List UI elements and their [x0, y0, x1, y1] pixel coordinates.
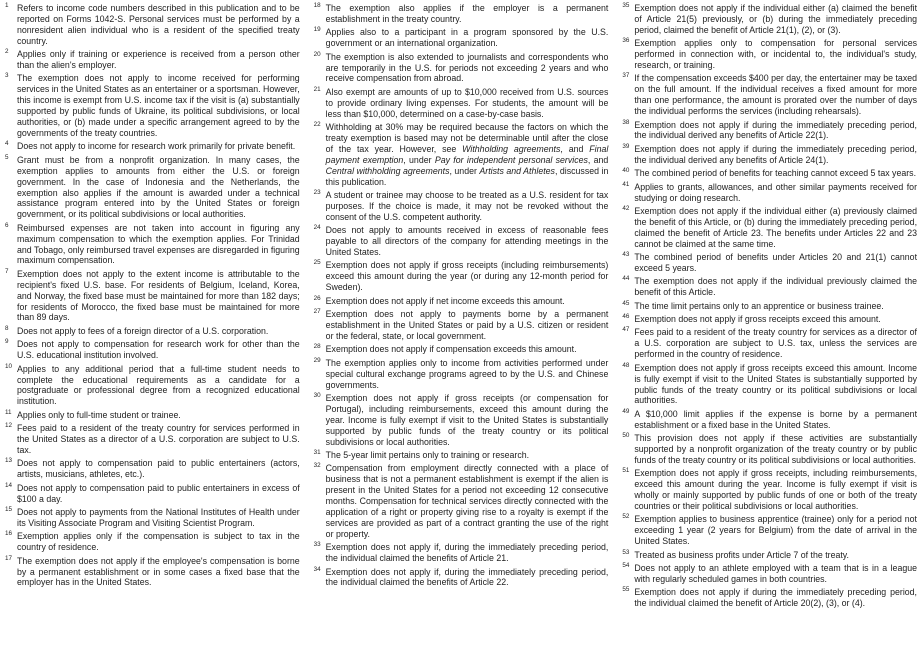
footnote-number: 45: [622, 299, 630, 307]
footnote-text: Applies also to a participant in a program sponsored by the U.S. government or an international organization.: [325, 27, 609, 49]
footnote-2: [5, 49, 300, 71]
footnote-43: [622, 252, 917, 274]
footnote-text: Withholding at 30% may be required because the factors on which the treaty exemption is based may not be determinable until after the close of the tax year. However, see Withholding agreements, and Final payment exemption, under Pay for independent personal services, and Central withholding agreements, under Artists and Athletes, discussed in this publication.: [325, 122, 609, 187]
footnote-35: [622, 3, 917, 36]
footnote-text: Exemption does not apply if gross receipts (or compensation for Portugal), including reimbursements, exceed this amount during the year. Income is fully exempt if visit to the United States is substantially supported by public funds of the treaty country or its political subdivisions or local authorities.: [325, 392, 609, 447]
footnote-number: 28: [313, 343, 321, 351]
footnote-32: [314, 463, 609, 539]
footnote-text: Exemption does not apply if, during the immediately preceding period, the individual claimed the benefits of Article 22.: [325, 566, 609, 588]
footnote-number: 13: [5, 457, 13, 465]
footnote-54: [622, 563, 917, 585]
footnote-text: Does not apply to income for research work primarily for private benefit.: [17, 141, 296, 152]
footnote-number: 43: [622, 251, 630, 259]
footnote-text: Does not apply to compensation for research work for other than the U.S. educational institution involved.: [17, 339, 300, 361]
footnote-number: 12: [5, 422, 13, 430]
footnote-number: 44: [622, 275, 630, 283]
footnote-41: [622, 182, 917, 204]
footnote-number: 26: [313, 294, 321, 302]
footnote-number: 23: [313, 189, 321, 196]
footnote-53: [622, 550, 917, 561]
footnote-50: [622, 433, 917, 466]
footnote-45: [622, 301, 917, 312]
footnote-text: Exemption does not apply if gross receipts exceed this amount. Income is fully exempt if visit to the United States is substantially supported by public funds of the treaty country or its political subdivisions or local authorities.: [634, 362, 918, 406]
footnote-number: 15: [5, 505, 13, 513]
footnote-text: Also exempt are amounts of up to $10,000 received from U.S. sources to provide ordinary living expenses. For students, the amount will be less than $10,000, determined on a case-by-case basis.: [325, 86, 609, 119]
footnote-14: [5, 483, 300, 505]
footnote-text: Exemption does not apply if, during the immediately preceding period, the individual claimed the benefits of Article 21.: [325, 542, 609, 564]
footnote-number: 30: [313, 391, 321, 399]
footnote-42: [622, 206, 917, 250]
footnote-number: 50: [622, 432, 630, 440]
footnote-number: 39: [622, 142, 630, 150]
footnote-number: 18: [313, 2, 321, 9]
footnote-31: [314, 450, 609, 461]
footnote-number: 6: [5, 221, 9, 229]
footnote-text: Exemption does not apply if during the immediately preceding period, the individual derived any benefits of Article 24(1).: [634, 143, 918, 165]
footnote-5: [5, 155, 300, 220]
footnote-text: Exemption does not apply if gross receipts exceed this amount.: [634, 314, 881, 325]
footnote-36: [622, 38, 917, 71]
footnote-23: [314, 190, 609, 223]
footnote-text: Exemption does not apply if the individual either (a) previously claimed the benefit of this Article, or (b) during the immediately preceding period, claimed the benefit of Article 23. The benefits under Articles 22 and 23 cannot be claimed at the same time.: [634, 205, 918, 249]
footnote-text: The exemption also applies if the employer is a permanent establishment in the treaty country.: [325, 3, 609, 24]
footnote-text: Applies to grants, allowances, and other similar payments received for studying or doing research.: [634, 181, 918, 203]
footnote-number: 47: [622, 326, 630, 334]
footnote-text: Does not apply to an athlete employed with a team that is in a league with regularly scheduled games in both countries.: [634, 563, 918, 584]
footnote-text: Exemption does not apply if during the immediately preceding period, the individual derived any benefits of Article 22(1).: [634, 119, 918, 141]
footnote-1: [5, 3, 300, 47]
footnote-number: 46: [622, 313, 630, 321]
footnote-15: [5, 507, 300, 529]
footnote-21: [314, 87, 609, 120]
footnote-number: 51: [622, 467, 630, 475]
footnote-number: 36: [622, 37, 630, 45]
footnote-28: [314, 344, 609, 355]
footnote-text: Grant must be from a nonprofit organization. In many cases, the exemption applies to amounts from either the U.S. or foreign government. In the case of Indonesia and the Netherlands, the exemption also applies if the amount is awarded under a technical assistance program entered into by the United States or foreign government, or its political subdivisions or local authorities.: [17, 154, 300, 220]
footnote-text: Exemption applies only if the compensation is subject to tax in the country of residence.: [17, 531, 300, 553]
footnote-number: 27: [313, 308, 321, 316]
footnote-text: Applies only to full-time student or trainee.: [17, 409, 181, 420]
footnote-number: 55: [622, 586, 630, 594]
footnote-text: Applies only if training or experience is received from a person other than the alien's employer.: [17, 49, 300, 71]
footnote-number: 34: [313, 565, 321, 573]
footnote-number: 16: [5, 530, 13, 538]
footnote-column-1: [5, 3, 300, 651]
footnote-text: Does not apply to payments from the National Institutes of Health under its Visiting Associate Program and Visiting Scientist Program.: [17, 506, 300, 528]
footnote-49: [622, 409, 917, 431]
footnote-text: Does not apply to amounts received in excess of reasonable fees payable to all directors of the company for attending meetings in the United States.: [325, 225, 609, 258]
footnote-number: 11: [5, 408, 12, 416]
footnote-number: 22: [313, 121, 321, 129]
footnote-38: [622, 120, 917, 142]
footnote-55: [622, 587, 917, 609]
footnote-9: [5, 339, 300, 361]
footnote-number: 9: [5, 338, 9, 346]
footnote-13: [5, 458, 300, 480]
footnote-text: Fees paid to a resident of the treaty country for services as a director of a U.S. corporation are subject to U.S. tax, unless the services are performed in the country of residence.: [634, 327, 918, 360]
footnote-25: [314, 260, 609, 293]
footnote-number: 14: [5, 481, 13, 489]
footnote-48: [622, 363, 917, 407]
footnote-44: [622, 276, 917, 298]
footnote-34: [314, 567, 609, 589]
footnote-number: 17: [5, 554, 13, 562]
footnote-text: The combined period of benefits for teaching cannot exceed 5 tax years.: [634, 168, 917, 179]
footnote-number: 8: [5, 324, 9, 332]
footnote-number: 41: [622, 180, 630, 188]
footnote-text: Exemption does not apply if net income exceeds this amount.: [325, 295, 565, 306]
footnote-number: 20: [313, 50, 321, 58]
footnote-number: 24: [313, 224, 321, 232]
footnote-6: [5, 223, 300, 267]
footnote-number: 40: [622, 167, 630, 175]
footnote-number: 1: [5, 2, 9, 9]
footnote-39: [622, 144, 917, 166]
footnote-text: Exemption does not apply if during the immediately preceding period, the individual claimed the benefit of Article 20(2), (3), or (4).: [634, 587, 918, 609]
footnote-47: [622, 327, 917, 360]
footnote-46: [622, 314, 917, 325]
footnote-4: [5, 141, 300, 152]
footnote-19: [314, 27, 609, 49]
footnote-column-2: [314, 3, 609, 651]
footnote-30: [314, 393, 609, 448]
footnote-text: Does not apply to compensation paid to public entertainers (actors, artists, musicians, athletes, etc.).: [17, 458, 300, 480]
footnote-text: Does not apply to fees of a foreign director of a U.S. corporation.: [17, 325, 269, 336]
footnote-22: [314, 122, 609, 187]
footnote-33: [314, 542, 609, 564]
footnote-text: Compensation from employment directly connected with a place of business that is not a permanent establishment is exempt if the alien is present in the United States for a period not exceeding 12 consecutive months. Compensation for technical services directly connected with the application of a right or property giving rise to a royalty is exempt if the services are provided as part of a contract granting the use of the right or property.: [325, 463, 609, 539]
footnote-text: Exemption applies only to compensation for personal services performed in connection with, or incidental to, the individual's study, research, or training.: [634, 38, 918, 71]
footnote-text: If the compensation exceeds $400 per day, the entertainer may be taxed on the full amount. If the individual receives a fixed amount for more than one performance, the amount is prorated over the number of days the individual performs the services (including rehearsals).: [634, 73, 918, 117]
footnote-text: The combined period of benefits under Articles 20 and 21(1) cannot exceed 5 years.: [634, 252, 918, 273]
footnote-text: The exemption does not apply to income received for performing services in the United States as an entertainer or a sportsman. However, this income is exempt from U.S. income tax if the visit is (a) substantially supported by public funds of Ukraine, its political subdivisions, or local authorities, or (b) made under a specific arrangement agreed to by the governments of the treaty countries.: [17, 73, 300, 138]
footnote-number: 25: [313, 259, 321, 267]
footnote-text: Exemption does not apply if the individual either (a) claimed the benefit of Article 21(5) previously, or (b) during the immediately preceding period, claimed the benefit of Article 21(1), (2), or (3).: [634, 3, 918, 35]
footnote-column-3: [622, 3, 917, 651]
footnote-number: 5: [5, 153, 9, 161]
footnote-number: 3: [5, 72, 9, 80]
footnote-text: Exemption does not apply to the extent income is attributable to the recipient's fixed U.S. base. For residents of Belgium, Iceland, Korea, and Norway, the fixed base must be maintained for more than 182 days; for residents of Morocco, the fixed base must be maintained for more than 89 days.: [17, 268, 300, 323]
footnote-text: Applies to any additional period that a full-time student needs to complete the educational requirements as a candidate for a postgraduate or professional degree from a recognized educational institution.: [17, 363, 300, 407]
footnote-number: 10: [5, 362, 13, 370]
footnote-text: Refers to income code numbers described in this publication and to be reported on Forms 1042-S. Personal services must be performed by a nonresident alien individual who is a resident of the specified treaty country.: [17, 3, 300, 46]
footnote-18: [314, 3, 609, 25]
footnote-40: [622, 168, 917, 179]
footnote-8: [5, 326, 300, 337]
footnote-text: The exemption does not apply if the individual previously claimed the benefit of this Article.: [634, 276, 918, 298]
footnote-number: 53: [622, 548, 630, 556]
footnote-12: [5, 423, 300, 456]
footnote-number: 33: [313, 541, 321, 549]
footnote-text: Does not apply to compensation paid to public entertainers in excess of $100 a day.: [17, 482, 300, 504]
footnote-text: The exemption does not apply if the employee's compensation is borne by a permanent establishment or in some cases a fixed base that the employer has in the United States.: [17, 555, 300, 588]
footnote-7: [5, 269, 300, 324]
footnote-text: A $10,000 limit applies if the expense is borne by a permanent establishment or a fixed base in the United States.: [634, 408, 918, 430]
footnote-16: [5, 531, 300, 553]
footnote-52: [622, 514, 917, 547]
footnote-number: 49: [622, 407, 630, 415]
footnote-text: This provision does not apply if these activities are substantially supported by a nonprofit organization of the treaty country or by public funds of the treaty country or its political subdivisions or local authorities.: [634, 433, 918, 465]
footnote-24: [314, 225, 609, 258]
footnote-text: Treated as business profits under Article 7 of the treaty.: [634, 549, 849, 560]
footnote-number: 48: [622, 361, 630, 369]
footnote-number: 38: [622, 118, 630, 126]
footnote-number: 31: [313, 448, 321, 456]
footnote-17: [5, 556, 300, 589]
footnote-text: The exemption is also extended to journalists and correspondents who are temporarily in the U.S. for periods not exceeding 2 years and who receive compensation from abroad.: [325, 51, 609, 84]
footnote-text: The 5-year limit pertains only to training or research.: [325, 449, 530, 460]
footnote-11: [5, 410, 300, 421]
footnote-number: 2: [5, 48, 9, 56]
footnote-29: [314, 358, 609, 391]
footnote-number: 29: [313, 356, 321, 364]
footnote-number: 37: [622, 72, 630, 80]
footnote-number: 7: [5, 267, 9, 275]
footnote-text: Exemption does not apply to payments borne by a permanent establishment in the United States or paid by a U.S. citizen or resident or the federal, state, or local government.: [325, 309, 609, 341]
footnote-number: 54: [622, 562, 630, 570]
footnote-text: Exemption applies to business apprentice (trainee) only for a period not exceeding 1 year (2 years for Belgium) from the date of arrival in the United States.: [634, 514, 918, 547]
footnote-text: The exemption applies only to income from activities performed under special cultural exchange programs agreed to by the U.S. and Chinese governments.: [325, 357, 609, 390]
footnote-text: Exemption does not apply if gross receipts (including reimbursements) exceed this amount during the year (or during any 12-month period for Sweden).: [325, 260, 609, 293]
footnote-text: Exemption does not apply if gross receipts, including reimbursements, exceed this amount during the year. Income is fully exempt if visit is wholly or mainly supported by public funds of one or both of the treaty countries or their political subdivisions or local authorities.: [634, 468, 918, 512]
footnote-number: 21: [313, 85, 321, 93]
footnote-number: 42: [622, 204, 630, 212]
footnote-number: 35: [622, 2, 630, 9]
footnote-27: [314, 309, 609, 342]
footnote-10: [5, 364, 300, 408]
footnote-20: [314, 52, 609, 85]
footnote-number: 52: [622, 513, 630, 521]
footnote-text: Exemption does not apply if compensation exceeds this amount.: [325, 344, 577, 355]
footnote-text: Reimbursed expenses are not taken into account in figuring any maximum compensation to which the exemption applies. For Trinidad and Tobago, only reimbursed travel expenses are disregarded in figuring maximum compensation.: [17, 222, 300, 266]
footnote-text: Fees paid to a resident of the treaty country for services performed in the United States as a director of a U.S. corporation are subject to U.S. tax.: [17, 423, 300, 455]
footnote-26: [314, 296, 609, 307]
footnote-number: 32: [313, 462, 321, 470]
footnote-text: The time limit pertains only to an apprentice or business trainee.: [634, 300, 884, 311]
footnote-number: 4: [5, 140, 9, 148]
footnote-51: [622, 468, 917, 512]
footnote-3: [5, 73, 300, 138]
footnote-37: [622, 73, 917, 117]
footnote-text: A student or trainee may choose to be treated as a U.S. resident for tax purposes. If the choice is made, it may not be revoked without the consent of the U.S. competent authority.: [325, 190, 609, 222]
footnote-number: 19: [313, 26, 321, 34]
